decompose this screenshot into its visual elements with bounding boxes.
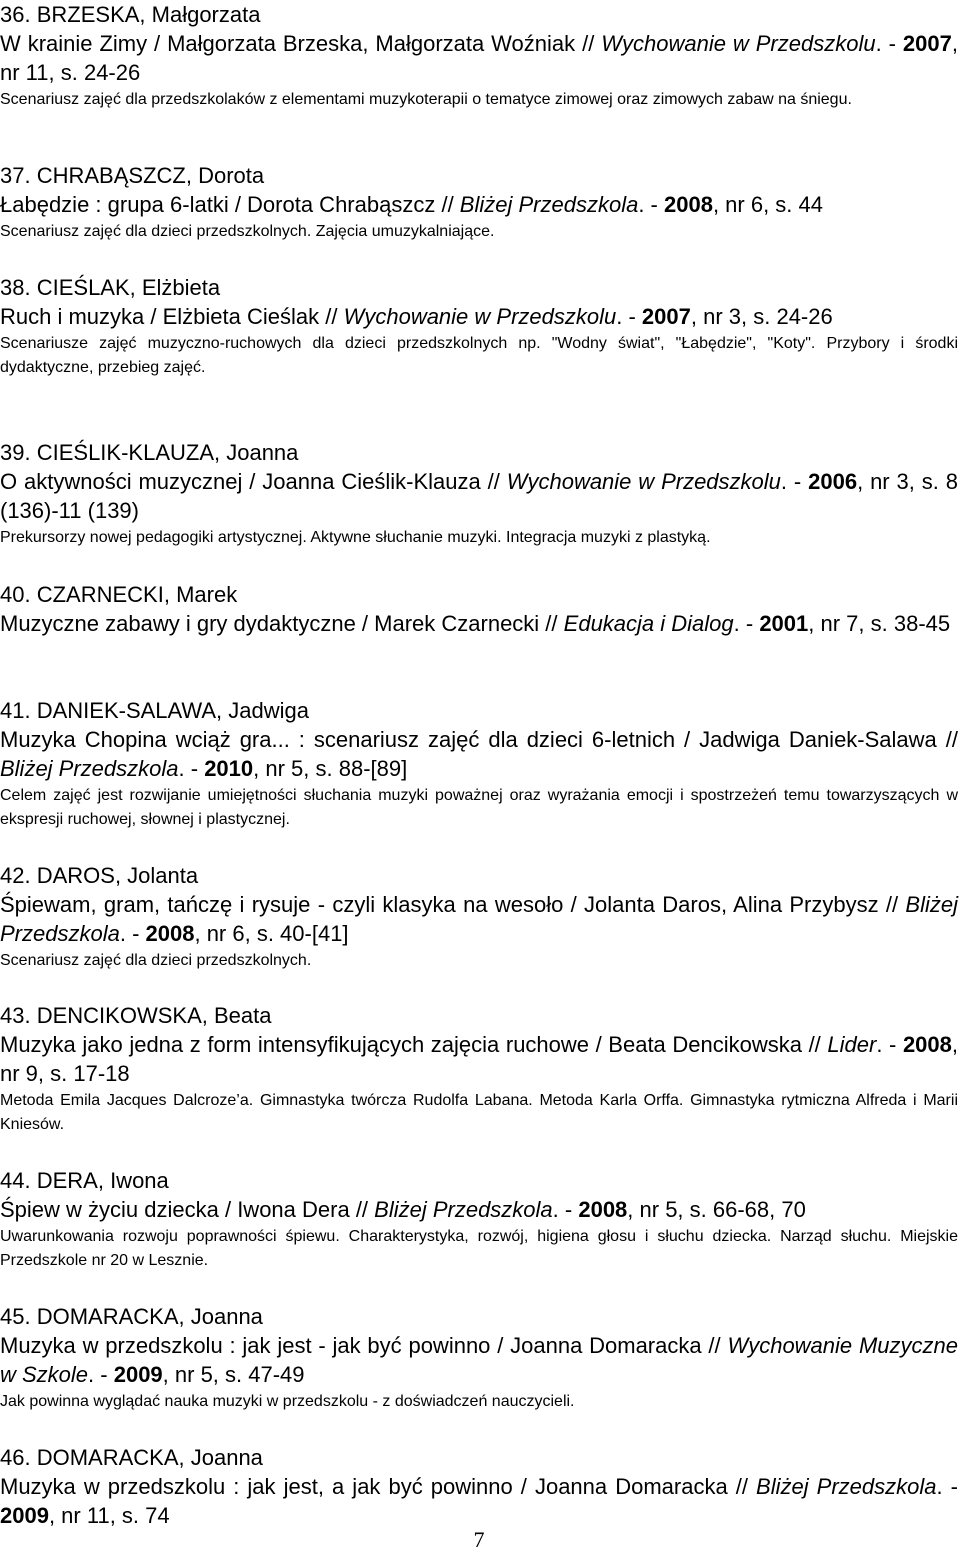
ref-title: Muzyka jako jedna z form intensyfikujących zajęcia ruchowe / Beata Dencikowska //	[0, 1032, 828, 1057]
entry-author: DOMARACKA, Joanna	[36, 1445, 263, 1470]
entry-header	[0, 161, 958, 190]
entry-header	[0, 0, 958, 29]
bibliography-entry	[0, 273, 958, 380]
ref-title: Muzyka w przedszkolu : jak jest - jak być powinno / Joanna Domaracka //	[0, 1333, 728, 1358]
entry-author: CZARNECKI, Marek	[36, 582, 238, 607]
entry-reference	[0, 302, 958, 331]
ref-source: Bliżej Przedszkola	[374, 1197, 553, 1222]
ref-title: Muzyka Chopina wciąż gra... : scenariusz zajęć dla dzieci 6-letnich / Jadwiga Daniek-Salawa //	[0, 727, 958, 752]
ref-source: Bliżej Przedszkola	[0, 892, 958, 946]
bibliography-entry	[0, 161, 958, 244]
entry-annotation: Metoda Emila Jacques Dalcroze’a. Gimnastyka twórcza Rudolfa Labana. Metoda Karla Orffa. Gimnastyka rytmiczna Alfreda i Marii Kniesów.	[0, 1092, 958, 1133]
ref-sep: . -	[936, 1474, 958, 1499]
ref-sep: . -	[88, 1362, 114, 1387]
ref-source: Lider	[827, 1032, 877, 1057]
ref-year: 2008	[578, 1197, 628, 1222]
ref-title: Śpiewam, gram, tańczę i rysuje - czyli klasyka na wesoło / Jolanta Daros, Alina Przybysz //	[0, 892, 906, 917]
bibliography-entry	[0, 1302, 958, 1414]
entry-reference	[0, 725, 958, 783]
ref-sep: . -	[876, 1032, 903, 1057]
entry-number: 39.	[0, 440, 31, 465]
entry-number: 45.	[0, 1304, 31, 1329]
entry-number: 36.	[0, 2, 31, 27]
entry-header	[0, 1001, 958, 1030]
ref-issue: , nr 11, s. 74	[48, 1503, 170, 1528]
entry-number: 43.	[0, 1003, 31, 1028]
entry-header	[0, 696, 958, 725]
entry-author: CIEŚLIK-KLAUZA, Joanna	[36, 440, 299, 465]
entry-annotation: Scenariusz zajęć dla przedszkolaków z elementami muzykoterapii o tematyce zimowej oraz zimowych zabaw na śniegu.	[0, 91, 852, 108]
entry-header	[0, 438, 958, 467]
bibliography-entry	[0, 1443, 958, 1530]
ref-source: Bliżej Przedszkola	[0, 756, 179, 781]
bibliography-entry	[0, 438, 958, 550]
entry-author: DERA, Iwona	[36, 1168, 169, 1193]
entry-number: 46.	[0, 1445, 31, 1470]
ref-year: 2006	[808, 469, 858, 494]
ref-issue: , nr 3, s. 8 (136)-11 (139)	[0, 469, 958, 523]
entry-reference	[0, 467, 958, 525]
ref-issue: , nr 7, s. 38-45	[808, 611, 951, 636]
ref-issue: , nr 6, s. 44	[712, 192, 823, 217]
ref-title: Muzyka w przedszkolu : jak jest, a jak być powinno / Joanna Domaracka //	[0, 1474, 757, 1499]
ref-sep: . -	[780, 469, 809, 494]
entry-header	[0, 1302, 958, 1331]
ref-source: Wychowanie w Przedszkolu	[506, 469, 781, 494]
ref-issue: , nr 9, s. 17-18	[0, 1032, 959, 1086]
ref-issue: , nr 6, s. 40-[41]	[194, 921, 349, 946]
ref-sep: . -	[552, 1197, 579, 1222]
entry-reference	[0, 190, 958, 219]
ref-title: Muzyczne zabawy i gry dydaktyczne / Marek Czarnecki //	[0, 611, 564, 636]
ref-year: 2008	[663, 192, 713, 217]
bibliography-entry	[0, 580, 958, 638]
ref-year: 2007	[902, 31, 952, 56]
entry-author: CHRABĄSZCZ, Dorota	[36, 163, 265, 188]
bibliography-entry	[0, 1166, 958, 1273]
bibliography-entry	[0, 861, 958, 973]
entry-reference	[0, 609, 958, 638]
ref-issue: , nr 5, s. 66-68, 70	[627, 1197, 806, 1222]
entry-annotation: Jak powinna wyglądać nauka muzyki w przedszkolu - z doświadczeń nauczycieli.	[0, 1393, 575, 1410]
entry-reference	[0, 29, 958, 87]
ref-title: Śpiew w życiu dziecka / Iwona Dera //	[0, 1197, 375, 1222]
ref-year: 2008	[145, 921, 195, 946]
ref-issue: , nr 11, s. 24-26	[0, 31, 958, 85]
entry-reference	[0, 1331, 958, 1389]
ref-sep: . -	[119, 921, 146, 946]
entry-header	[0, 1443, 958, 1472]
entry-author: DOMARACKA, Joanna	[36, 1304, 263, 1329]
entry-number: 38.	[0, 275, 31, 300]
entry-annotation: Prekursorzy nowej pedagogiki artystycznej. Aktywne słuchanie muzyki. Integracja muzyki z plastyką.	[0, 529, 711, 546]
entry-author: DANIEK-SALAWA, Jadwiga	[36, 698, 309, 723]
entry-reference	[0, 1030, 958, 1088]
ref-year: 2009	[113, 1362, 163, 1387]
entry-header	[0, 580, 958, 609]
ref-sep: . -	[638, 192, 664, 217]
entry-author: CIEŚLAK, Elżbieta	[36, 275, 221, 300]
ref-title: W krainie Zimy / Małgorzata Brzeska, Małgorzata Woźniak //	[0, 31, 602, 56]
ref-year: 2007	[641, 304, 691, 329]
ref-year: 2010	[204, 756, 254, 781]
ref-year: 2009	[0, 1503, 49, 1528]
ref-source: Bliżej Przedszkola	[756, 1474, 937, 1499]
entry-number: 41.	[0, 698, 31, 723]
entry-header	[0, 1166, 958, 1195]
ref-issue: , nr 5, s. 88-[89]	[253, 756, 408, 781]
entry-annotation: Celem zajęć jest rozwijanie umiejętności słuchania muzyki poważnej oraz wyrażania emocji i spostrzeżeń temu towarzyszących w ekspresji ruchowej, słownej i plastycznej.	[0, 787, 958, 828]
ref-sep: . -	[733, 611, 760, 636]
ref-title: Ruch i muzyka / Elżbieta Cieślak //	[0, 304, 344, 329]
entry-number: 37.	[0, 163, 31, 188]
ref-sep: . -	[875, 31, 903, 56]
ref-source: Bliżej Przedszkola	[459, 192, 639, 217]
entry-reference	[0, 1195, 958, 1224]
entry-number: 44.	[0, 1168, 31, 1193]
entry-author: BRZESKA, Małgorzata	[36, 2, 261, 27]
ref-title: O aktywności muzycznej / Joanna Cieślik-Klauza //	[0, 469, 507, 494]
entry-number: 40.	[0, 582, 31, 607]
entry-annotation: Scenariusz zajęć dla dzieci przedszkolnych.	[0, 952, 312, 969]
ref-sep: . -	[178, 756, 205, 781]
entry-annotation: Scenariusz zajęć dla dzieci przedszkolnych. Zajęcia umuzykalniające.	[0, 223, 495, 240]
entry-reference	[0, 1472, 958, 1530]
ref-title: Łabędzie : grupa 6-latki / Dorota Chrabąszcz //	[0, 192, 460, 217]
ref-sep: . -	[616, 304, 642, 329]
entry-author: DENCIKOWSKA, Beata	[36, 1003, 272, 1028]
bibliography-entry	[0, 1001, 958, 1137]
entry-reference	[0, 890, 958, 948]
entry-annotation: Uwarunkowania rozwoju poprawności śpiewu. Charakterystyka, rozwój, higiena głosu i słuchu dziecka. Narząd słuchu. Miejskie Przedszkole nr 20 w Lesznie.	[0, 1228, 958, 1269]
bibliography-entry	[0, 0, 958, 112]
entry-header	[0, 273, 958, 302]
entry-annotation: Scenariusze zajęć muzyczno-ruchowych dla dzieci przedszkolnych np. "Wodny świat", "Łabędzie", "Koty". Przybory i środki dydaktyczne, przebieg zajęć.	[0, 335, 958, 376]
entry-author: DAROS, Jolanta	[36, 863, 199, 888]
ref-source: Wychowanie Muzyczne w Szkole	[0, 1333, 958, 1387]
ref-source: Edukacja i Dialog	[563, 611, 734, 636]
ref-year: 2001	[759, 611, 809, 636]
ref-source: Wychowanie w Przedszkolu	[343, 304, 617, 329]
ref-year: 2008	[902, 1032, 952, 1057]
page-number: 7	[473, 1527, 485, 1552]
ref-issue: , nr 3, s. 24-26	[690, 304, 833, 329]
ref-source: Wychowanie w Przedszkolu	[601, 31, 876, 56]
bibliography-entry	[0, 696, 958, 832]
ref-issue: , nr 5, s. 47-49	[162, 1362, 305, 1387]
entry-header	[0, 861, 958, 890]
entry-number: 42.	[0, 863, 31, 888]
